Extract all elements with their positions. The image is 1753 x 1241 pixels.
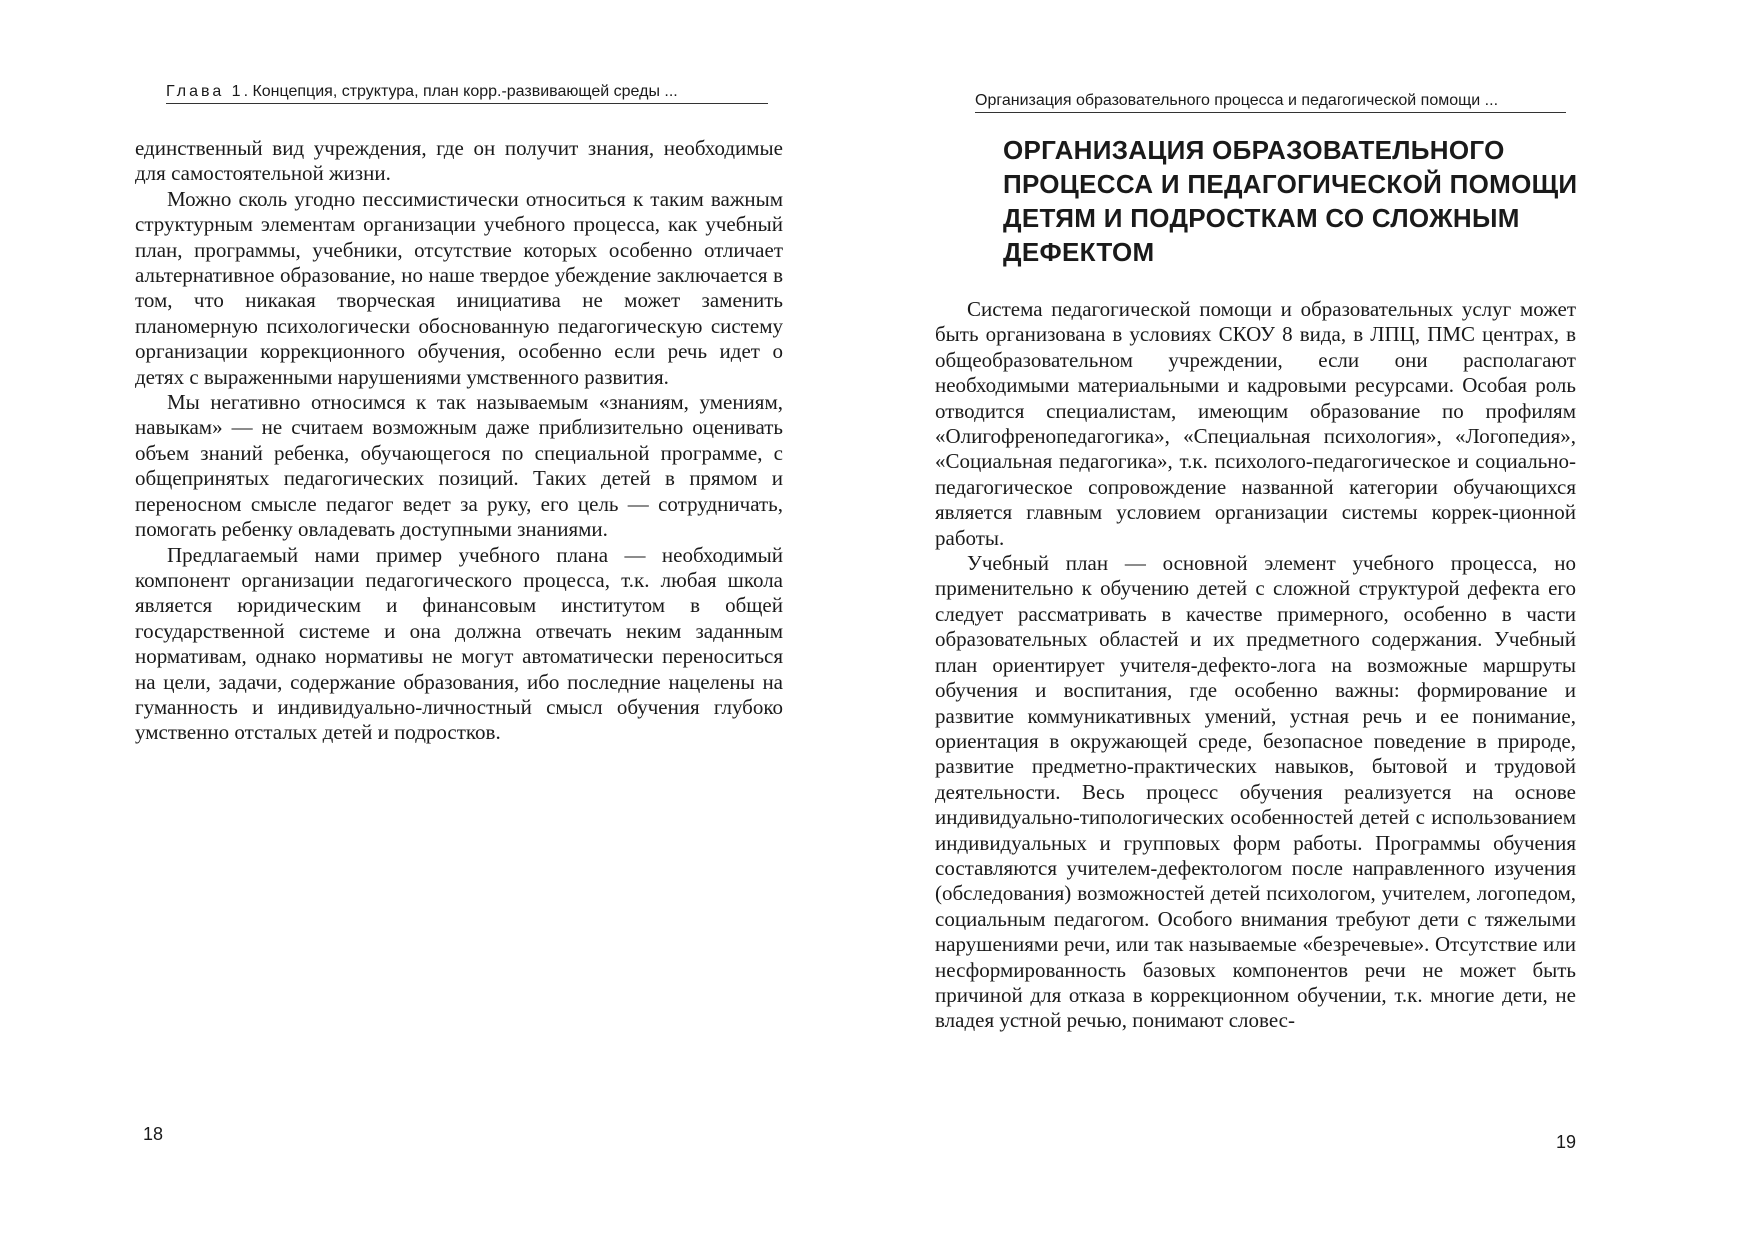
paragraph: Система педагогической помощи и образовательных услуг может быть организована в условиях СКОУ 8 вида, в ЛПЦ, ПМС центрах, в общеобразовательном учреждении, если они располагают необходимыми материальными и кадровыми ресурсами. Особая роль отводится специалистам, имеющим образование по профилям «Олигофренопедагогика», «Специальная психология», «Логопедия», «Социальная педагогика», т.к. психолого-педагогическое и социально-педагогическое сопровождение названной категории обучающихся является главным условием организации системы коррек-ционной работы. <box>935 297 1576 550</box>
header-chapter-title: . Концепция, структура, план корр.-развивающей среды ... <box>243 83 678 100</box>
left-running-header <box>166 83 768 104</box>
right-body-text <box>935 297 1576 1034</box>
paragraph: Учебный план — основной элемент учебного процесса, но применительно к обучению детей с сложной структурой дефекта его следует рассматривать в качестве примерного, особенно в части образовательных областей и их предметного содержания. Учебный план ориентирует учителя-дефекто-лога на возможные маршруты обучения и воспитания, где особенно важны: формирование и развитие коммуникативных умений, устная речь и ее понимание, ориентация в окружающей среде, безопасное поведение в природе, развитие предметно-практических навыков, бытовой и трудовой деятельности. Весь процесс обучения реализуется на основе индивидуально-типологических особенностей детей с использованием индивидуальных и групповых форм работы. Программы обучения составляются учителем-дефектологом после направленного изучения (обследования) возможностей детей психологом, учителем, логопедом, социальным педагогом. Особого внимания требуют дети с тяжелыми нарушениями речи, или так называемые «безречевые». Отсутствие или несформированность базовых компонентов речи не может быть причиной для отказа в коррекционном обучении, т.к. многие дети, не владея устной речью, понимают словес- <box>935 551 1576 1033</box>
paragraph: Можно сколь угодно пессимистически относиться к таким важным структурным элементам организации учебного процесса, как учебный план, программы, учебники, отсутствие которых особенно отличает альтернативное образование, но наше твердое убеждение заключается в том, что никакая творческая инициатива не может заменить планомерную психологически обоснованную педагогическую систему организации коррекционного обучения, особенно если речь идет о детях с выраженными нарушениями умственного развития. <box>135 186 783 389</box>
page-number: 18 <box>143 1124 164 1144</box>
left-body-text <box>135 136 783 746</box>
chapter-title: ОРГАНИЗАЦИЯ ОБРАЗОВАТЕЛЬНОГО ПРОЦЕССА И ПЕДАГОГИЧЕСКОЙ ПОМОЩИ ДЕТЯМ И ПОДРОСТКАМ СО СЛОЖНЫМ ДЕФЕКТОМ <box>1003 135 1578 267</box>
right-page <box>876 0 1753 1241</box>
paragraph: единственный вид учреждения, где он получит знания, необходимые для самостоятельной жизни. <box>135 136 783 186</box>
right-running-header: Организация образовательного процесса и педагогической помощи ... <box>975 92 1566 113</box>
paragraph: Мы негативно относимся к так называемым «знаниям, умениям, навыкам» — не считаем возможным даже приблизительно оценивать объем знаний ребенка, обучающегося по специальной программе, с общепринятых педагогических позиций. Таких детей в прямом и переносном смысле педагог ведет за руку, его цель — сотрудничать, помогать ребенку овладевать доступными знаниями. <box>135 390 783 542</box>
header-chapter-label: Глава 1 <box>166 83 244 100</box>
left-page <box>0 0 876 1241</box>
paragraph: Предлагаемый нами пример учебного плана — необходимый компонент организации педагогического процесса, т.к. любая школа является юридическим и финансовым институтом в общей государственной системе и она должна отвечать неким заданным нормативам, однако нормативы не могут автоматически переноситься на цели, задачи, содержание образования, ибо последние нацелены на гуманность и индивидуально-личностный смысл обучения глубоко умственно отсталых детей и подростков. <box>135 542 783 745</box>
page-number: 19 <box>1556 1132 1577 1152</box>
